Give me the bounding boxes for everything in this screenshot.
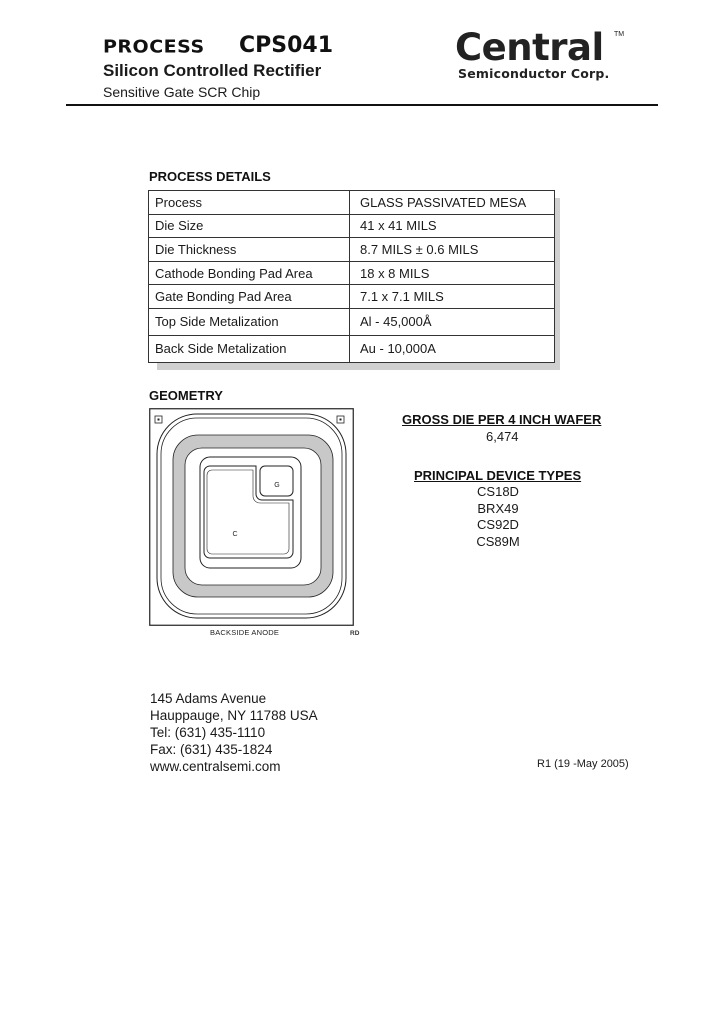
process-details-heading: PROCESS DETAILS [149,169,271,184]
header-divider [66,104,658,106]
gate-label: G [274,482,280,489]
revision-note: R1 (19 -May 2005) [537,758,629,770]
row-label: Die Size [149,214,350,238]
row-value: 41 x 41 MILS [350,214,555,238]
row-label: Process [149,191,350,215]
row-label: Gate Bonding Pad Area [149,285,350,309]
drawing-code: RD [350,630,360,637]
gate-pad [260,466,293,496]
telephone: Tel: (631) 435-1110 [150,725,266,740]
row-label: Die Thickness [149,238,350,262]
row-value: GLASS PASSIVATED MESA [350,191,555,215]
website-link[interactable]: www.centralsemi.com [150,759,281,774]
list-item: BRX49 [477,500,519,516]
logo-trademark: TM [614,31,625,38]
die-geometry-drawing [149,408,354,626]
list-item: CS18D [477,484,519,499]
address-line-1: 145 Adams Avenue [150,691,267,706]
fax: Fax: (631) 435-1824 [150,742,273,757]
process-code: CPS041 [239,33,334,58]
geometry-heading: GEOMETRY [149,388,223,403]
table-row [149,238,555,262]
gross-die-value: 6,474 [486,429,519,444]
process-label: PROCESS [103,36,205,58]
row-value: 8.7 MILS ± 0.6 MILS [350,238,555,262]
address-line-2: Hauppauge, NY 11788 USA [150,708,318,723]
gross-die-heading: GROSS DIE PER 4 INCH WAFER [402,412,602,427]
device-types-heading: PRINCIPAL DEVICE TYPES [414,468,582,483]
company-address [150,690,318,775]
row-label: Top Side Metalization [149,308,350,335]
table-row [149,335,555,362]
row-value: Al - 45,000Å [350,308,555,335]
logo-tagline: Semiconductor Corp. [458,66,610,81]
cathode-label: C [232,531,238,538]
list-item: CS89M [476,533,520,549]
page-title: Silicon Controlled Rectifier [103,61,322,80]
row-value: 7.1 x 7.1 MILS [350,285,555,309]
row-label: Cathode Bonding Pad Area [149,261,350,285]
device-types-list [470,484,526,550]
page-subtitle: Sensitive Gate SCR Chip [103,84,261,100]
row-label: Back Side Metalization [149,335,350,362]
list-item: CS92D [477,517,519,532]
process-details-table [148,190,555,363]
table-row [149,214,555,238]
row-value: 18 x 8 MILS [350,261,555,285]
table-row [149,261,555,285]
table-row [149,308,555,335]
row-value: Au - 10,000A [350,335,555,362]
backside-caption: BACKSIDE ANODE [210,628,280,637]
table-row [149,285,555,309]
company-logo: Central [455,26,604,69]
table-row [149,191,555,215]
